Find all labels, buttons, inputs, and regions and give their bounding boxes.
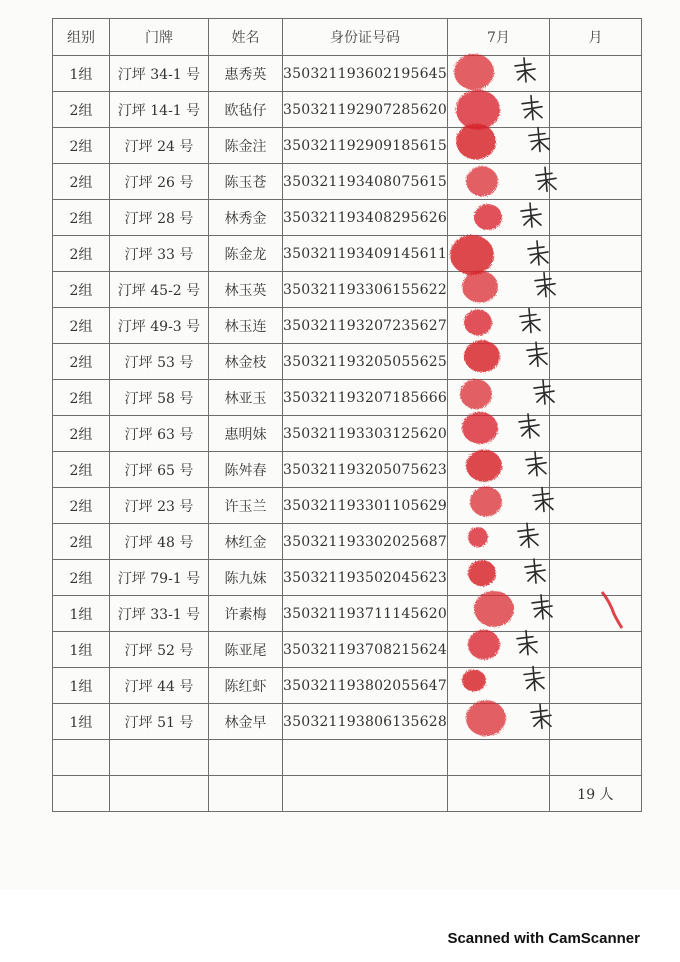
roster-table (52, 18, 642, 812)
cell-group: 2组 (53, 200, 110, 236)
cell-month-blank (549, 488, 641, 524)
cell-month-blank (549, 200, 641, 236)
cell-month-7 (447, 92, 549, 128)
cell-id-number: 350321193205075623 (283, 452, 448, 488)
cell-group: 1组 (53, 668, 110, 704)
cell-name: 林红金 (209, 524, 283, 560)
cell-id-number: 350321193301105629 (283, 488, 448, 524)
cell-name: 陈亚尾 (209, 632, 283, 668)
cell-door: 汀坪 26 号 (110, 164, 209, 200)
cell-group: 2组 (53, 452, 110, 488)
cell-group: 1组 (53, 632, 110, 668)
table-row (53, 452, 642, 488)
table-header-row (53, 19, 642, 56)
table-row (53, 668, 642, 704)
header-id-number: 身份证号码 (283, 19, 448, 56)
cell-group: 1组 (53, 56, 110, 92)
cell-group: 2组 (53, 128, 110, 164)
cell-id-number: 350321192907285620 (283, 92, 448, 128)
cell-month-7 (447, 596, 549, 632)
cell-month-7 (447, 416, 549, 452)
cell-name: 陈金注 (209, 128, 283, 164)
table-row (53, 92, 642, 128)
table-row (53, 272, 642, 308)
cell-id-number: 350321193602195645 (283, 56, 448, 92)
cell-month-7 (447, 452, 549, 488)
cell-group: 2组 (53, 308, 110, 344)
cell-month-7 (447, 380, 549, 416)
cell-id-number: 350321193207185666 (283, 380, 448, 416)
table-row (53, 488, 642, 524)
cell-name: 林金枝 (209, 344, 283, 380)
cell-id-number: 350321193408075615 (283, 164, 448, 200)
cell-id-number: 350321193408295626 (283, 200, 448, 236)
cell-door: 汀坪 33 号 (110, 236, 209, 272)
cell-month-7 (447, 128, 549, 164)
table-row (53, 344, 642, 380)
cell-name: 林金早 (209, 704, 283, 740)
cell-name: 许素梅 (209, 596, 283, 632)
cell-id-number: 350321193306155622 (283, 272, 448, 308)
table-row (53, 308, 642, 344)
cell-month-blank (549, 452, 641, 488)
table-row (53, 200, 642, 236)
cell-id-number: 350321193502045623 (283, 560, 448, 596)
cell-month-7 (447, 236, 549, 272)
cell-door: 汀坪 63 号 (110, 416, 209, 452)
cell-group: 2组 (53, 380, 110, 416)
table-row (53, 560, 642, 596)
header-door: 门牌 (110, 19, 209, 56)
cell-id-number: 350321192909185615 (283, 128, 448, 164)
cell-month-blank (549, 92, 641, 128)
cell-month-7 (447, 56, 549, 92)
cell-group: 2组 (53, 164, 110, 200)
cell-month-blank (549, 524, 641, 560)
cell-door: 汀坪 49-3 号 (110, 308, 209, 344)
cell-month-7 (447, 632, 549, 668)
cell-month-blank (549, 164, 641, 200)
cell-month-7 (447, 560, 549, 596)
cell-id-number: 350321193802055647 (283, 668, 448, 704)
cell-group: 2组 (53, 92, 110, 128)
cell-door: 汀坪 65 号 (110, 452, 209, 488)
cell-door: 汀坪 33-1 号 (110, 596, 209, 632)
table-row (53, 128, 642, 164)
cell-door: 汀坪 45-2 号 (110, 272, 209, 308)
cell-month-blank (549, 128, 641, 164)
cell-name: 陈金龙 (209, 236, 283, 272)
cell-name: 陈九妹 (209, 560, 283, 596)
cell-group: 1组 (53, 596, 110, 632)
total-count: 19 人 (549, 776, 641, 812)
table-row (53, 236, 642, 272)
cell-month-7 (447, 272, 549, 308)
cell-door: 汀坪 34-1 号 (110, 56, 209, 92)
cell-door: 汀坪 53 号 (110, 344, 209, 380)
cell-group: 2组 (53, 488, 110, 524)
cell-month-7 (447, 704, 549, 740)
cell-door: 汀坪 14-1 号 (110, 92, 209, 128)
cell-name: 林玉连 (209, 308, 283, 344)
table-row (53, 596, 642, 632)
cell-id-number: 350321193711145620 (283, 596, 448, 632)
cell-month-blank (549, 308, 641, 344)
cell-id-number: 350321193207235627 (283, 308, 448, 344)
cell-door: 汀坪 52 号 (110, 632, 209, 668)
cell-month-blank (549, 632, 641, 668)
header-month-7: 7月 (447, 19, 549, 56)
cell-name: 林秀金 (209, 200, 283, 236)
cell-month-7 (447, 668, 549, 704)
cell-month-7 (447, 308, 549, 344)
cell-month-blank (549, 560, 641, 596)
cell-month-7 (447, 344, 549, 380)
cell-name: 惠明妹 (209, 416, 283, 452)
cell-door: 汀坪 58 号 (110, 380, 209, 416)
cell-name: 陈玉苍 (209, 164, 283, 200)
cell-month-blank (549, 704, 641, 740)
total-row (53, 776, 642, 812)
cell-group: 2组 (53, 272, 110, 308)
cell-name: 许玉兰 (209, 488, 283, 524)
cell-month-7 (447, 200, 549, 236)
table-row (53, 164, 642, 200)
cell-name: 陈舛春 (209, 452, 283, 488)
cell-month-blank (549, 416, 641, 452)
table-body (53, 56, 642, 812)
table-row (53, 704, 642, 740)
cell-name: 欧毡仔 (209, 92, 283, 128)
cell-id-number: 350321193806135628 (283, 704, 448, 740)
cell-group: 2组 (53, 560, 110, 596)
cell-month-7 (447, 488, 549, 524)
cell-month-blank (549, 380, 641, 416)
cell-month-blank (549, 596, 641, 632)
cell-month-7 (447, 524, 549, 560)
camscanner-watermark: Scanned with CamScanner (447, 930, 640, 947)
cell-id-number: 350321193303125620 (283, 416, 448, 452)
cell-group: 2组 (53, 416, 110, 452)
cell-name: 林亚玉 (209, 380, 283, 416)
cell-group: 2组 (53, 524, 110, 560)
header-month-blank: 月 (549, 19, 641, 56)
cell-month-blank (549, 236, 641, 272)
cell-door: 汀坪 48 号 (110, 524, 209, 560)
cell-month-blank (549, 272, 641, 308)
table-row (53, 56, 642, 92)
table-row (53, 380, 642, 416)
cell-name: 陈红虾 (209, 668, 283, 704)
table-row (53, 416, 642, 452)
cell-name: 林玉英 (209, 272, 283, 308)
cell-id-number: 350321193205055625 (283, 344, 448, 380)
table-row (53, 632, 642, 668)
cell-group: 1组 (53, 704, 110, 740)
cell-door: 汀坪 79-1 号 (110, 560, 209, 596)
cell-door: 汀坪 23 号 (110, 488, 209, 524)
cell-door: 汀坪 28 号 (110, 200, 209, 236)
cell-month-blank (549, 668, 641, 704)
header-name: 姓名 (209, 19, 283, 56)
cell-group: 2组 (53, 236, 110, 272)
cell-name: 惠秀英 (209, 56, 283, 92)
empty-row (53, 740, 642, 776)
cell-door: 汀坪 24 号 (110, 128, 209, 164)
cell-month-7 (447, 164, 549, 200)
header-group: 组别 (53, 19, 110, 56)
cell-id-number: 350321193708215624 (283, 632, 448, 668)
cell-group: 2组 (53, 344, 110, 380)
cell-id-number: 350321193409145611 (283, 236, 448, 272)
cell-month-blank (549, 56, 641, 92)
cell-id-number: 350321193302025687 (283, 524, 448, 560)
cell-door: 汀坪 51 号 (110, 704, 209, 740)
table-row (53, 524, 642, 560)
cell-month-blank (549, 344, 641, 380)
cell-door: 汀坪 44 号 (110, 668, 209, 704)
